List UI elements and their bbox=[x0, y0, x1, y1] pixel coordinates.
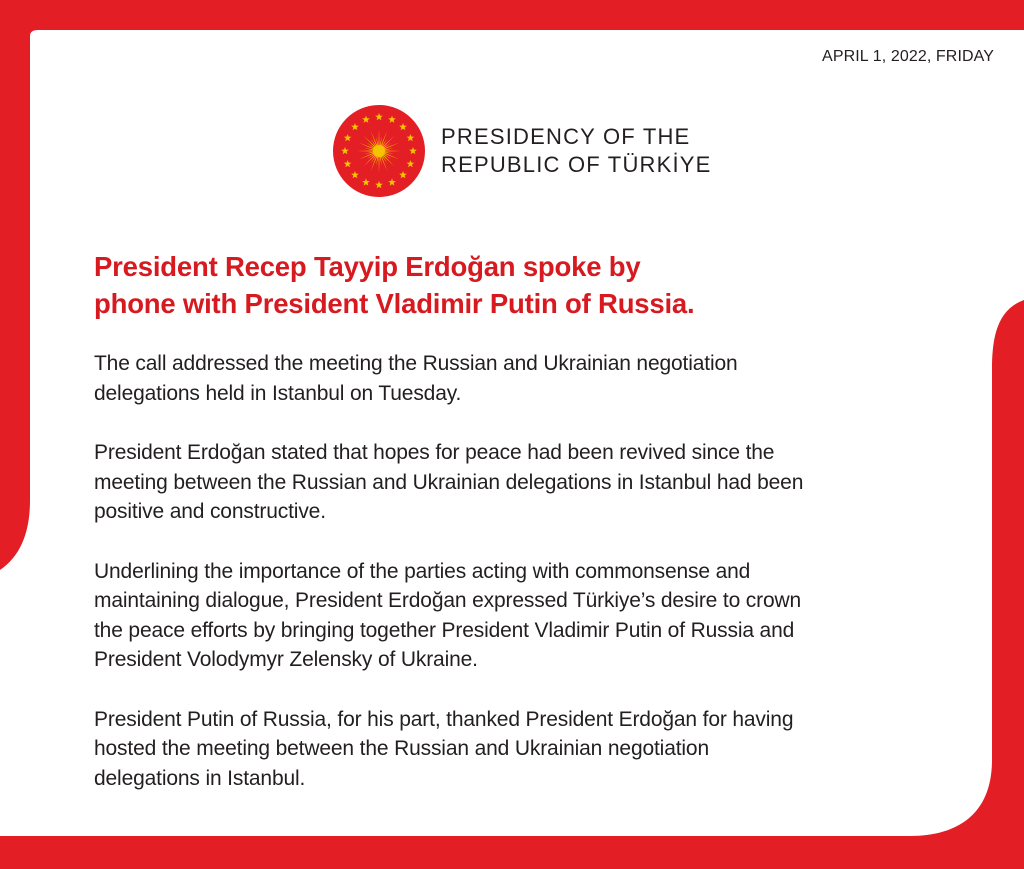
article-body bbox=[94, 349, 814, 823]
headline bbox=[94, 248, 794, 322]
organization-name bbox=[441, 123, 712, 179]
organization-header bbox=[333, 104, 712, 198]
headline-line1: President Recep Tayyip Erdoğan spoke by bbox=[94, 251, 641, 282]
headline-line2: phone with President Vladimir Putin of Russia. bbox=[94, 288, 695, 319]
organization-name-line2: REPUBLIC OF TÜRKİYE bbox=[441, 152, 712, 177]
paragraph: President Erdoğan stated that hopes for peace had been revived since the meeting between the Russian and Ukrainian delegations in Istanbul had been positive and constructive. bbox=[94, 441, 804, 523]
paragraph: The call addressed the meeting the Russian and Ukrainian negotiation delegations held in Istanbul on Tuesday. bbox=[94, 352, 738, 405]
paragraph: President Putin of Russia, for his part, thanked President Erdoğan for having hosted the meeting between the Russian and Ukrainian negotiation delegations in Istanbul. bbox=[94, 707, 794, 790]
date-label: APRIL 1, 2022, FRIDAY bbox=[822, 48, 994, 65]
presidential-seal-icon bbox=[333, 105, 425, 197]
organization-name-line1: PRESIDENCY OF THE bbox=[441, 124, 691, 149]
paragraph: Underlining the importance of the parties acting with commonsense and maintaining dialogue, President Erdoğan expressed Türkiye’s desire to crown the peace efforts by bringing together President Vladimir Putin of Russia and President Volodymyr Zelensky of Ukraine. bbox=[94, 559, 802, 671]
